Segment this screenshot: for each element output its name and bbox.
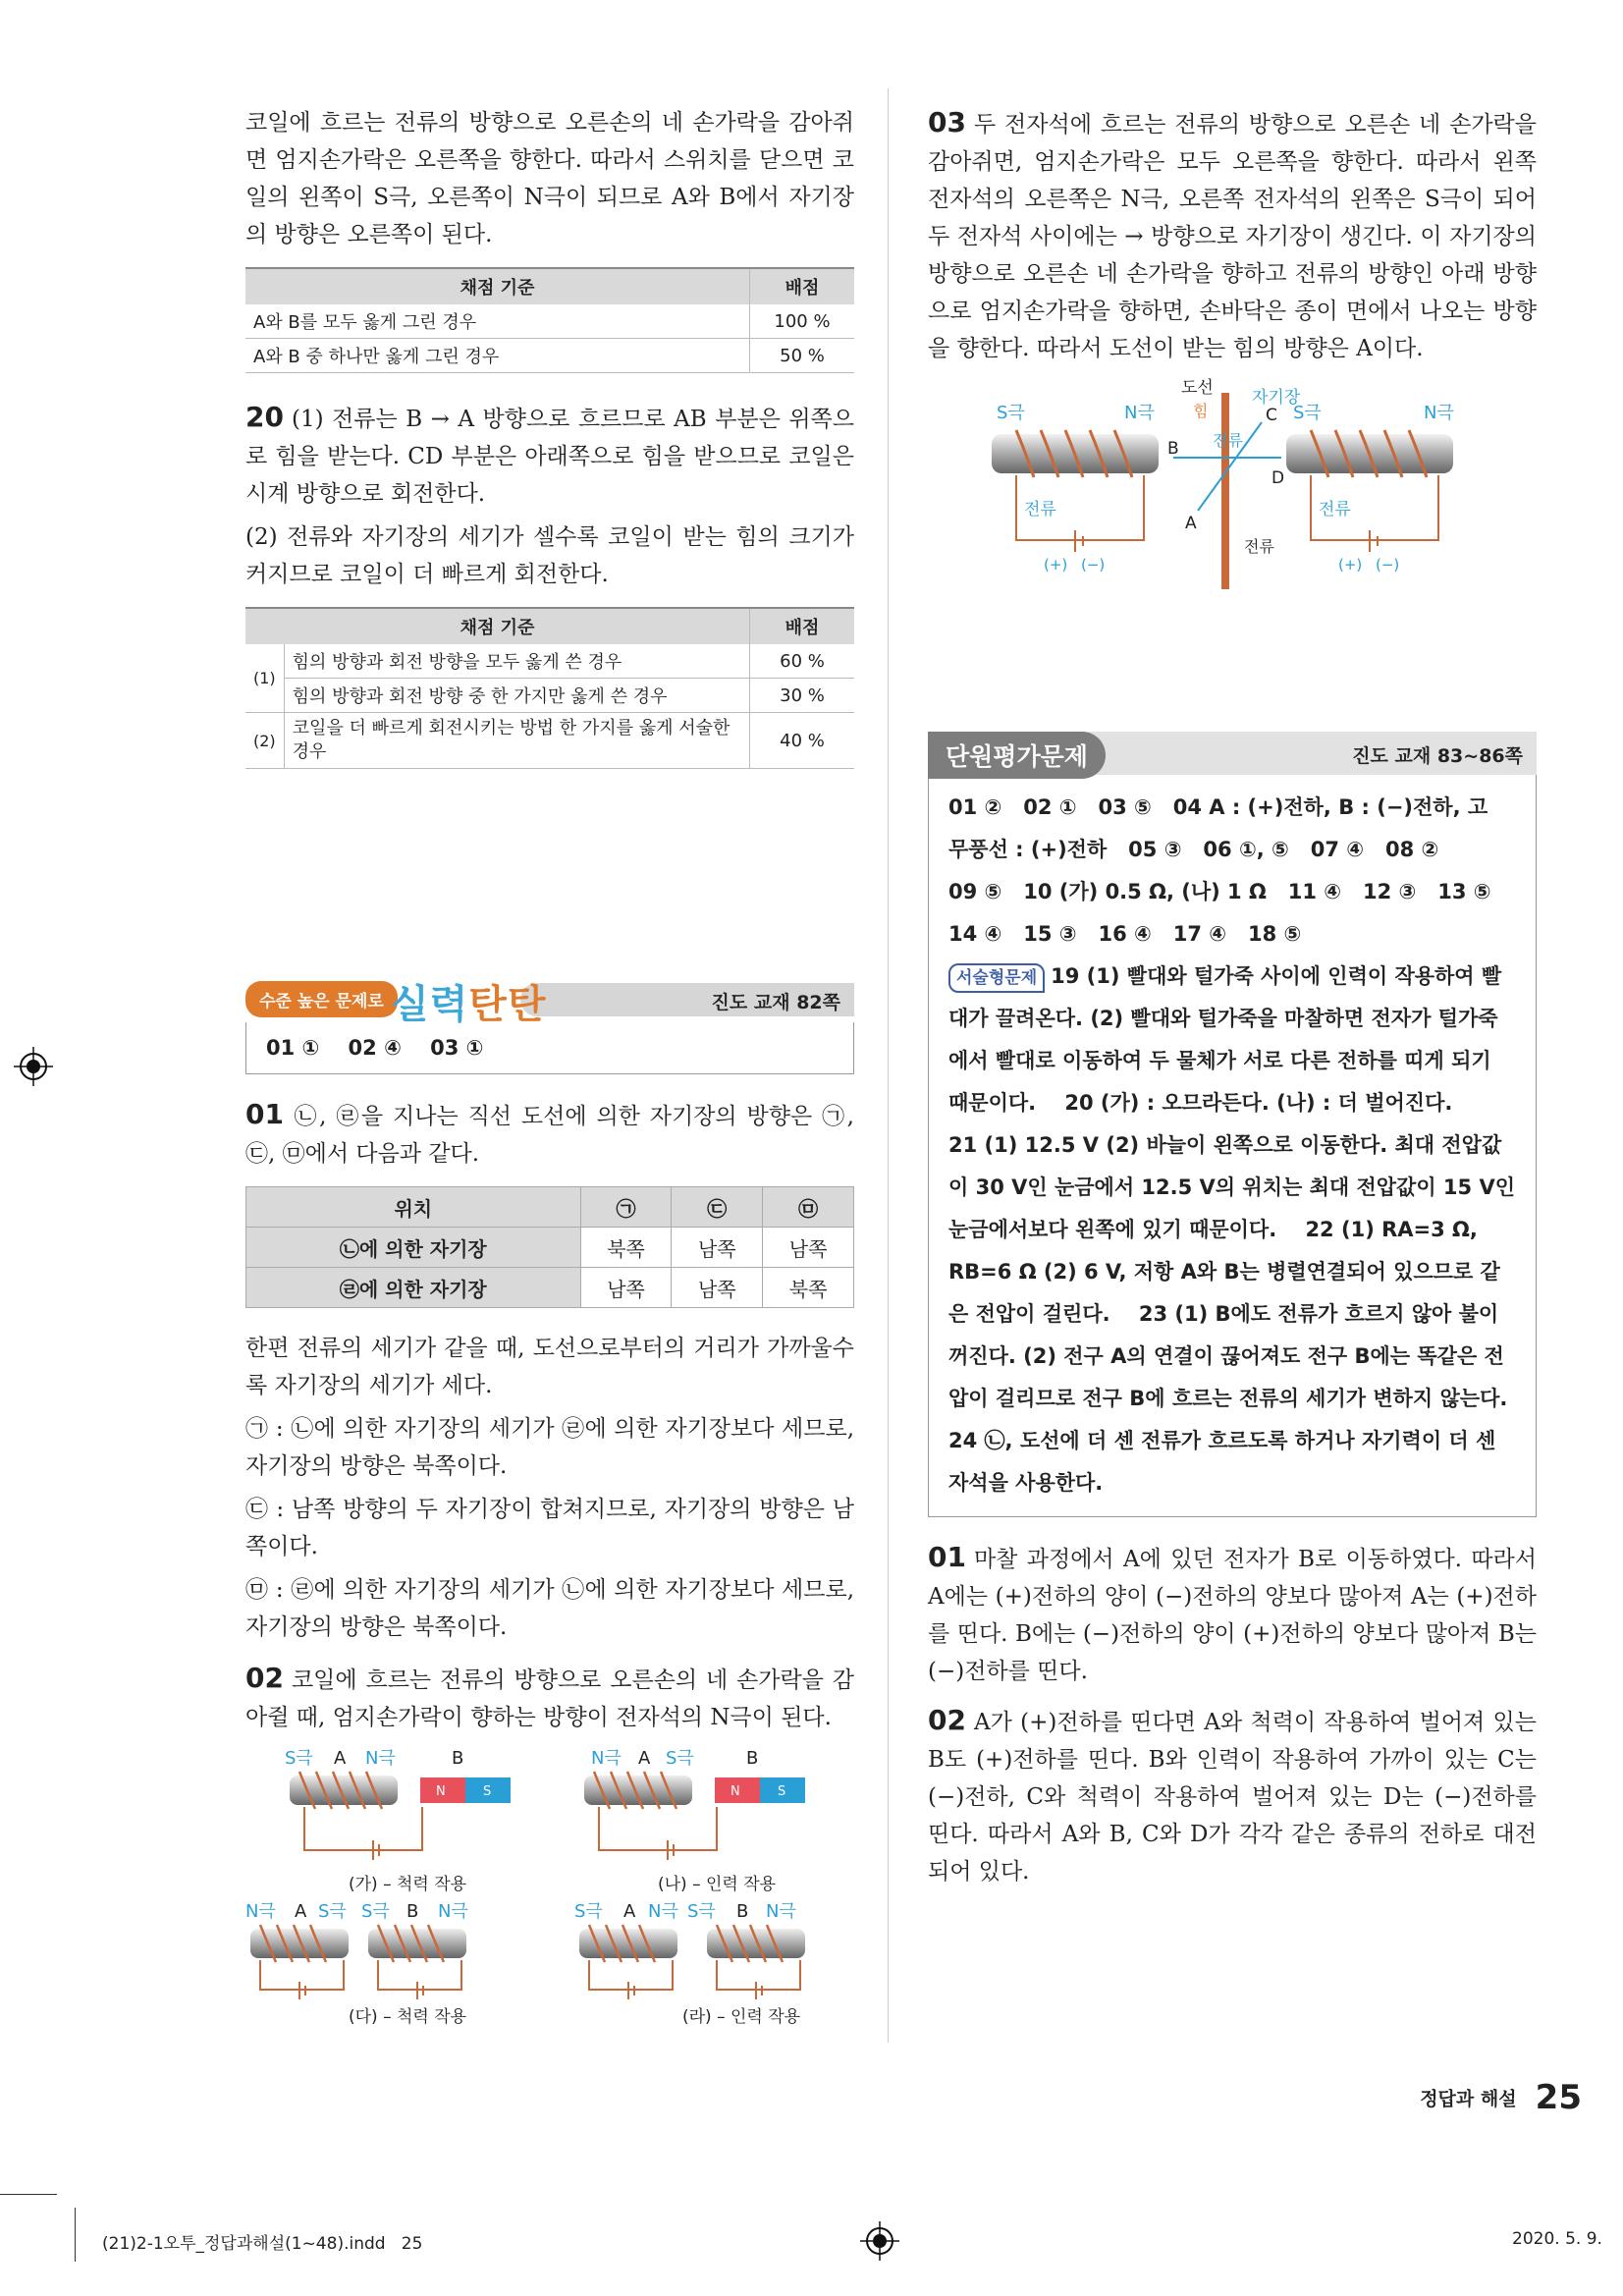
q03-text: 두 전자석에 흐르는 전류의 방향으로 오른손 네 손가락을 감아쥐면, 엄지손가락은 모두 오른쪽을 향한다. 따라서 왼쪽 전자석의 오른쪽은 N극, 오른쪽 전자석의 왼쪽은 S극이 되어 두 전자석 사이에는 → 방향으로 자기장이 생긴다. 이 자기장의 방향으로 오른손 네 손가락을 향하고 전류의 방향인 아래 방향으로 엄지손가락을 향하면, 손바닥은 종이 면에서 나오는 방향을 향한다. 따라서 도선이 받는 힘의 방향은 A이다. [928, 112, 1537, 361]
answer-line: 01 ② 02 ① 03 ⑤ 04 A : (+)전하, B : (−)전하, 고 [948, 795, 1488, 819]
straight-wire [1221, 393, 1229, 589]
textbook-reference: 진도 교재 83~86쪽 [1352, 745, 1523, 767]
magnet-pole: S [778, 1784, 786, 1799]
circuit-wire [304, 1807, 422, 1860]
point-label: B [736, 1901, 749, 1922]
table-header: ㉠ [580, 1187, 672, 1228]
question-number: 02 [245, 1662, 284, 1694]
print-slug-date: 2020. 5. 9. [1512, 2229, 1602, 2249]
logo-word-b: 탄탄 [468, 982, 547, 1027]
magnetic-field-table [245, 1186, 854, 1308]
terminal-label: (−) [1081, 556, 1106, 574]
magnet-pole: S [483, 1784, 492, 1799]
figure-na [584, 1748, 805, 1894]
force-label: 힘 [1193, 402, 1209, 420]
footer-label: 정답과 해설 [1420, 2088, 1517, 2110]
answer-line: 24 ㉡, 도선에 더 센 전류가 흐르도록 하거나 자기력이 더 센 자석을 사용한다. [948, 1429, 1496, 1495]
figure-ga [285, 1748, 511, 1894]
sub-label: (2) [245, 713, 284, 769]
point-label: B [452, 1748, 464, 1769]
row-header: ㉡에 의한 자기장 [246, 1228, 581, 1268]
caption: (가) – 척력 작용 [349, 1875, 467, 1894]
right-column [928, 104, 1537, 1896]
table-cell: 남쪽 [672, 1268, 763, 1308]
page-number: 25 [1535, 2078, 1582, 2117]
unit-q01 [928, 1539, 1537, 1690]
table-row [245, 713, 854, 769]
direction-label: C [1266, 406, 1277, 425]
iron-core [707, 1929, 805, 1958]
table-row [245, 644, 854, 679]
criterion-cell: A와 B를 모두 옳게 그린 경우 [245, 304, 750, 339]
current-label: 전류 [1024, 500, 1056, 519]
u02-text: A가 (+)전하를 띤다면 A와 척력이 작용하여 벌어져 있는 B도 (+)전하를 띤다. B와 인력이 작용하여 가까이 있는 C는 (−)전하, C와 척력이 작용하여 벌어져 있는 D는 (−)전하를 띤다. 따라서 A와 B, C와 D가 각각 같은 종류의 전하로 대전되어 있다. [928, 1710, 1537, 1885]
point-label: B [746, 1748, 759, 1769]
table-cell: 남쪽 [672, 1228, 763, 1268]
current-label: 전류 [1213, 431, 1243, 450]
point-label: A [295, 1901, 307, 1922]
magnet-pole: N [436, 1784, 446, 1799]
q01-text: ㉡, ㉣을 지나는 직선 도선에 의한 자기장의 방향은 ㉠, ㉢, ㉤에서 다음과 같다. [245, 1104, 854, 1167]
question-number: 03 [928, 106, 966, 138]
print-slug-file: (21)2-1오투_정답과해설(1~48).indd 25 [102, 2234, 423, 2254]
score-cell: 40 % [750, 713, 855, 769]
crop-mark [0, 2194, 57, 2195]
iron-core [250, 1929, 349, 1958]
field-label: 자기장 [1252, 388, 1301, 408]
figure-da [245, 1901, 468, 2027]
point-label: A [638, 1748, 651, 1769]
registration-mark-bottom [860, 2221, 899, 2261]
criterion-cell: 코일을 더 빠르게 회전시키는 방법 한 가지를 옳게 서술한 경우 [284, 713, 749, 769]
skill-banner [245, 977, 854, 1027]
q20-part2: (2) 전류와 자기장의 세기가 셀수록 코일이 받는 힘의 크기가 커지므로 코일이 더 빠르게 회전한다. [245, 524, 854, 587]
table-header: 채점 기준 [245, 268, 750, 304]
question-number: 02 [928, 1704, 966, 1736]
pole-label: N극 [438, 1901, 468, 1922]
q01-para4: ㉢ : 남쪽 방향의 두 자기장이 합쳐지므로, 자기장의 방향은 남쪽이다. [245, 1497, 854, 1559]
pole-label: S극 [574, 1901, 603, 1922]
q02-text: 코일에 흐르는 전류의 방향으로 오른손의 네 손가락을 감아쥘 때, 엄지손가락이 향하는 방향이 전자석의 N극이 된다. [245, 1667, 854, 1730]
section-logo [391, 973, 547, 1029]
electromagnet-figure [245, 1742, 854, 2027]
terminal-label: (+) [1338, 556, 1363, 574]
logo-word-a: 실력 [391, 982, 469, 1027]
unit-answer-box [928, 775, 1537, 1517]
answer-line: 무풍선 : (+)전하 05 ③ 06 ①, ⑤ 07 ④ 08 ② [948, 838, 1439, 861]
criterion-cell: 힘의 방향과 회전 방향 중 한 가지만 옳게 쓴 경우 [284, 679, 749, 713]
pole-label: N극 [365, 1748, 396, 1769]
crop-mark [75, 2208, 76, 2262]
skill-q02 [245, 1660, 854, 1736]
pole-label: N극 [1424, 403, 1454, 423]
registration-mark-left [14, 1047, 53, 1086]
wire-label: 도선 [1181, 378, 1214, 398]
point-label: A [623, 1901, 636, 1922]
table-row [246, 1268, 854, 1308]
iron-core [368, 1929, 466, 1958]
question-number: 20 [245, 401, 284, 433]
current-label: 전류 [1319, 500, 1351, 519]
page-footer [1420, 2078, 1582, 2117]
figure-ra [574, 1901, 805, 2027]
table-row [245, 679, 854, 713]
pole-label: S극 [1293, 403, 1322, 423]
unit-test-header [928, 732, 1537, 775]
pole-label: N극 [1124, 403, 1155, 423]
caption: (라) – 인력 작용 [682, 2007, 801, 2027]
q19-explanation: 코일에 흐르는 전류의 방향으로 오른손의 네 손가락을 감아쥐면 엄지손가락은 오른쪽을 향한다. 따라서 스위치를 닫으면 코일의 왼쪽이 S극, 오른쪽이 N극이 되므로 A와 B에서 자기장의 방향은 오른쪽이 된다. [245, 110, 854, 247]
table-header: 배점 [750, 608, 855, 644]
score-cell: 60 % [750, 644, 855, 679]
left-column [245, 104, 854, 2027]
pole-label: S극 [285, 1748, 313, 1769]
row-header: ㉣에 의한 자기장 [246, 1268, 581, 1308]
skill-q01 [245, 1096, 854, 1173]
circuit-wire [599, 1807, 717, 1860]
terminal-label: (+) [1044, 556, 1068, 574]
pole-label: N극 [591, 1748, 622, 1769]
direction-label: D [1271, 468, 1285, 488]
direction-label: B [1167, 439, 1179, 459]
pole-label: N극 [766, 1901, 796, 1922]
unit-test-title: 단원평가문제 [928, 732, 1106, 779]
score-cell: 100 % [750, 304, 855, 339]
table-cell: 북쪽 [580, 1228, 672, 1268]
terminal-label: (−) [1376, 556, 1400, 574]
question-number: 01 [245, 1098, 284, 1130]
pole-label: S극 [318, 1901, 347, 1922]
sub-label: (1) [245, 644, 284, 713]
force-on-wire-figure [928, 373, 1537, 599]
criterion-cell: A와 B 중 하나만 옳게 그린 경우 [245, 339, 750, 373]
column-divider [888, 88, 889, 2043]
table-cell: 남쪽 [580, 1268, 672, 1308]
textbook-reference: 진도 교재 82쪽 [711, 992, 840, 1013]
point-label: A [334, 1748, 347, 1769]
score-cell: 50 % [750, 339, 855, 373]
pole-label: S극 [666, 1748, 694, 1769]
scoring-table-20 [245, 607, 854, 769]
circuit-wire [589, 1960, 800, 1999]
u01-text: 마찰 과정에서 A에 있던 전자가 B로 이동하였다. 따라서 A에는 (+)전하의 양이 (−)전하의 양보다 많아져 A는 (+)전하를 띤다. B에는 (−)전하의 양이 (+)전하의 양보다 많아져 B는 (−)전하를 띤다. [928, 1547, 1537, 1684]
pole-label: S극 [687, 1901, 716, 1922]
table-cell: 북쪽 [763, 1268, 854, 1308]
q20-part1 [245, 399, 854, 513]
table-header: ㉢ [672, 1187, 763, 1228]
q01-para2: 한편 전류의 세기가 같을 때, 도선으로부터의 거리가 가까울수록 자기장의 세기가 세다. [245, 1336, 854, 1398]
table-row [245, 339, 854, 373]
q01-para3: ㉠ : ㉡에 의한 자기장의 세기가 ㉣에 의한 자기장보다 세므로, 자기장의 방향은 북쪽이다. [245, 1416, 854, 1479]
table-header: 배점 [750, 268, 855, 304]
unit-test-section [928, 732, 1537, 1517]
criterion-cell: 힘의 방향과 회전 방향을 모두 옳게 쓴 경우 [284, 644, 749, 679]
direction-label: A [1185, 514, 1197, 533]
answer-line: 09 ⑤ 10 (가) 0.5 Ω, (나) 1 Ω 11 ④ 12 ③ 13 ⑤ [948, 880, 1491, 903]
level-tag: 수준 높은 문제로 [245, 981, 398, 1017]
pole-label: S극 [997, 403, 1025, 423]
table-header: ㉤ [763, 1187, 854, 1228]
q03-explanation [928, 104, 1537, 367]
caption: (나) – 인력 작용 [658, 1875, 777, 1894]
answer-line: 21 (1) 12.5 V (2) 바늘이 왼쪽으로 이동한다. 최대 전압값이 30 V인 눈금에서 12.5 V의 위치는 최대 전압값이 15 V인 눈금에서보다 왼쪽에 있기 때문이다. 22 (1) RA=3 Ω, RB=6 Ω (2) 6 V, 저항 A와 B는 병렬연결되어 있으므로 같은 전압이 걸린다. 23 (1) B에도 전류가 흐르지 않아 불이 꺼진다. (2) 전구 A의 연결이 끊어져도 전구 B에는 똑같은 전압이 걸리므로 전구 B에 흐르는 전류의 세기가 변하지 않는다. [948, 1133, 1523, 1410]
score-cell: 30 % [750, 679, 855, 713]
current-label: 전류 [1244, 537, 1274, 556]
table-header: 위치 [246, 1187, 581, 1228]
answer-line: 14 ④ 15 ③ 16 ④ 17 ④ 18 ⑤ [948, 922, 1302, 946]
table-row [246, 1228, 854, 1268]
q20-text: (1) 전류는 B → A 방향으로 흐르므로 AB 부분은 위쪽으로 힘을 받는다. CD 부분은 아래쪽으로 힘을 받으므로 코일은 시계 방향으로 회전한다. [245, 407, 854, 507]
unit-q02 [928, 1702, 1537, 1890]
table-header: 채점 기준 [245, 608, 750, 644]
scoring-table-19 [245, 267, 854, 373]
banner-bar [520, 983, 854, 1016]
answer-line: 19 (1) 빨대와 털가죽 사이에 인력이 작용하여 빨대가 끌려온다. (2) 빨대와 털가죽을 마찰하면 전자가 털가죽에서 빨대로 이동하여 두 물체가 서로 다른 전하를 띠게 되기 때문이다. 20 (가) : 오므라든다. (나) : 더 벌어진다. [948, 964, 1502, 1115]
pole-label: N극 [245, 1901, 276, 1922]
answer-box: 01 ① 02 ④ 03 ① [245, 1022, 854, 1074]
pole-label: N극 [648, 1901, 678, 1922]
point-label: B [406, 1901, 419, 1922]
magnet-pole: N [730, 1784, 740, 1799]
iron-core [579, 1929, 677, 1958]
essay-tag: 서술형문제 [948, 963, 1045, 993]
table-cell: 남쪽 [763, 1228, 854, 1268]
pole-label: S극 [361, 1901, 390, 1922]
q01-para5: ㉤ : ㉣에 의한 자기장의 세기가 ㉡에 의한 자기장보다 세므로, 자기장의 방향은 북쪽이다. [245, 1577, 854, 1640]
circuit-wire [260, 1960, 461, 1999]
table-row [245, 304, 854, 339]
essay-answers [948, 956, 1516, 1124]
caption: (다) – 척력 작용 [349, 2007, 467, 2027]
question-number: 01 [928, 1541, 966, 1573]
